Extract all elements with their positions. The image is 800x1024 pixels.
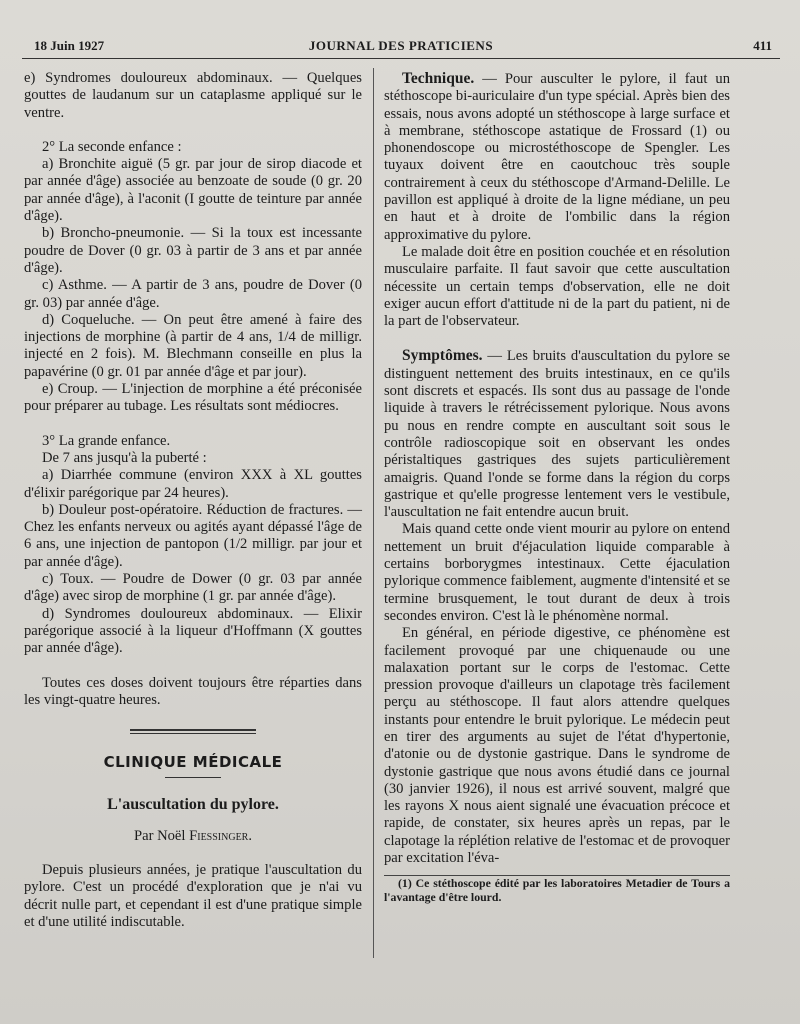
paragraph: Mais quand cette onde vient mourir au pylore on entend nettement un bruit d'éjaculation liquide comparable à certains borborygmes intestinaux. Cette éjaculation pylorique commence faiblement, augmente d'intensité et se termine brusquement, le tout durant de deux à trois secondes environ. C'est là le phénomène normal. bbox=[384, 521, 730, 624]
paragraph-text: — Pour ausculter le pylore, il faut un stéthoscope bi-auriculaire d'un type spécial. Après bien des essais, nous avons adopté un stéthoscope à large surface et à membrane, stéthoscope astatique de Frossard (1) ou phonendoscope ou microstéthoscope de Spengler. Les tuyaux doivent être en caoutchouc très souple contrairement à ceux du stéthoscope d'Armand-Delille. Le pavillon est appliqué à droite de la ligne médiane, un peu en haut et à droite de l'ombilic dans la région approximative du pylore. bbox=[384, 71, 730, 243]
left-column bbox=[24, 70, 362, 931]
list-item: b) Douleur post-opératoire. Réduction de fractures. — Chez les enfants nerveux ou agités ayant dépassé l'âge de 6 ans, une injection de pantopon (1/2 milligr. par jour et par année d'âge). bbox=[24, 501, 362, 570]
paragraph: e) Syndromes douloureux abdominaux. — Quelques gouttes de laudanum sur un cataplasme appliqué sur le ventre. bbox=[24, 70, 362, 121]
column-divider bbox=[373, 68, 374, 958]
author-name: Fiessinger. bbox=[189, 827, 253, 844]
byline-prefix: Par Noël bbox=[133, 827, 186, 844]
run-in-heading: Technique. bbox=[402, 70, 475, 87]
list-item: a) Diarrhée commune (environ XXX à XL gouttes d'élixir parégorique par 24 heures). bbox=[24, 467, 362, 501]
run-in-heading: Symptômes. bbox=[402, 347, 483, 365]
paragraph: Le malade doit être en position couchée et en résolution musculaire parfaite. Il faut savoir que cette auscultation nécessite un certain temps d'observation, elle ne doit exiger aucun effort d'attitude ni de la part du patient, ni de la part de l'observateur. bbox=[384, 243, 730, 330]
subsection-heading: 2° La seconde enfance : bbox=[42, 138, 182, 155]
header-rule bbox=[22, 58, 780, 59]
paragraph: En général, en période digestive, ce phénomène est facilement provoqué par une chiquenaude ou une malaxation portant sur le corps de l'estomac. Cette pression provoque d'ailleurs un clapotage très facilement perçu au stéthoscope. Il faut alors attendre quelques instants pour entendre le bruit pylorique. Le médecin peut en tirer des arguments au sujet de l'état d'hypertonie, d'atonie ou de dystonie gastrique. Dans le syndrome de dystonie gastrique que nous avons étudié dans ce journal (30 janvier 1926), il nous est arrivé souvent, malgré que les rayons X nous aient signalé une évacuation précoce et rapide, de constater, six heures après un repas, par le clapotage la réplétion relative de l'estomac et de provoquer par excitation l'éva- bbox=[384, 625, 730, 867]
section-title: CLINIQUE MÉDICALE bbox=[103, 753, 283, 772]
paragraph bbox=[384, 70, 730, 244]
list-item: c) Asthme. — A partir de 3 ans, poudre de Dover (0 gr. 03) par année d'âge. bbox=[24, 277, 362, 311]
list-item: b) Broncho-pneumonie. — Si la toux est incessante poudre de Dover (0 gr. 03 à partir de 3 ans et par année d'âge). bbox=[24, 225, 362, 276]
header-journal-title: JOURNAL DES PRATICIENS bbox=[308, 38, 494, 53]
section-separator bbox=[130, 729, 256, 734]
title-underline bbox=[165, 777, 221, 778]
subsection-heading: 3° La grande enfance. bbox=[42, 432, 171, 449]
paragraph: Toutes ces doses doivent toujours être réparties dans les vingt-quatre heures. bbox=[24, 674, 362, 708]
right-column bbox=[384, 70, 730, 904]
list-item: c) Toux. — Poudre de Dower (0 gr. 03 par année d'âge) avec sirop de morphine (1 gr. par année d'âge). bbox=[24, 571, 362, 605]
byline bbox=[24, 828, 362, 845]
list-item: d) Coqueluche. — On peut être amené à faire des injections de morphine (à partir de 4 ans, 1/4 de milligr. injecté en 2 fois). M. Blechmann conseille en plus la papavérine (0 gr. 01 par année d'âge et par jour). bbox=[24, 311, 362, 380]
paragraph: Depuis plusieurs années, je pratique l'auscultation du pylore. C'est un procédé d'exploration que je n'ai vu décrit nulle part, et cependant il est d'une pratique simple et d'une utilité indiscutable. bbox=[24, 861, 362, 930]
paragraph-text: — Les bruits d'auscultation du pylore se distinguent nettement des bruits intestinaux, en ce qu'ils sont discrets et espacés. Ils sont dus au passage de l'onde liquide à travers le rétrécissement pylorique. Nous avons pu nous en rendre compte en auscultant soit sous le contrôle radioscopique soit en observant les ondes péristaltiques gastriques des sujets particulièrement amaigris. Quand l'onde se forme dans la région du corps gastrique et qu'elle progresse lentement vers le vestibule, l'auscultation ne fait entendre aucun bruit. bbox=[384, 348, 730, 521]
page-header bbox=[30, 38, 772, 56]
list-item: d) Syndromes douloureux abdominaux. — Elixir parégorique associé à la liqueur d'Hoffmann (X gouttes par année d'âge). bbox=[24, 605, 362, 657]
paragraph: De 7 ans jusqu'à la puberté : bbox=[42, 449, 207, 466]
list-item: e) Croup. — L'injection de morphine a été préconisée pour préparer au tubage. Les résultats sont médiocres. bbox=[24, 381, 362, 415]
article-title: L'auscultation du pylore. bbox=[107, 796, 279, 814]
header-date: 18 Juin 1927 bbox=[34, 38, 105, 53]
list-item: a) Bronchite aiguë (5 gr. par jour de sirop diacode et par année d'âge) associée au benzoate de soude (0 gr. 20 par année d'âge), à l'aconit (I goutte de teinture par année d'âge). bbox=[24, 156, 362, 225]
header-page-number: 411 bbox=[753, 38, 772, 53]
paragraph bbox=[384, 347, 730, 521]
footnote: (1) Ce stéthoscope édité par les laboratoires Metadier de Tours a l'avantage d'être lourd. bbox=[384, 876, 730, 905]
